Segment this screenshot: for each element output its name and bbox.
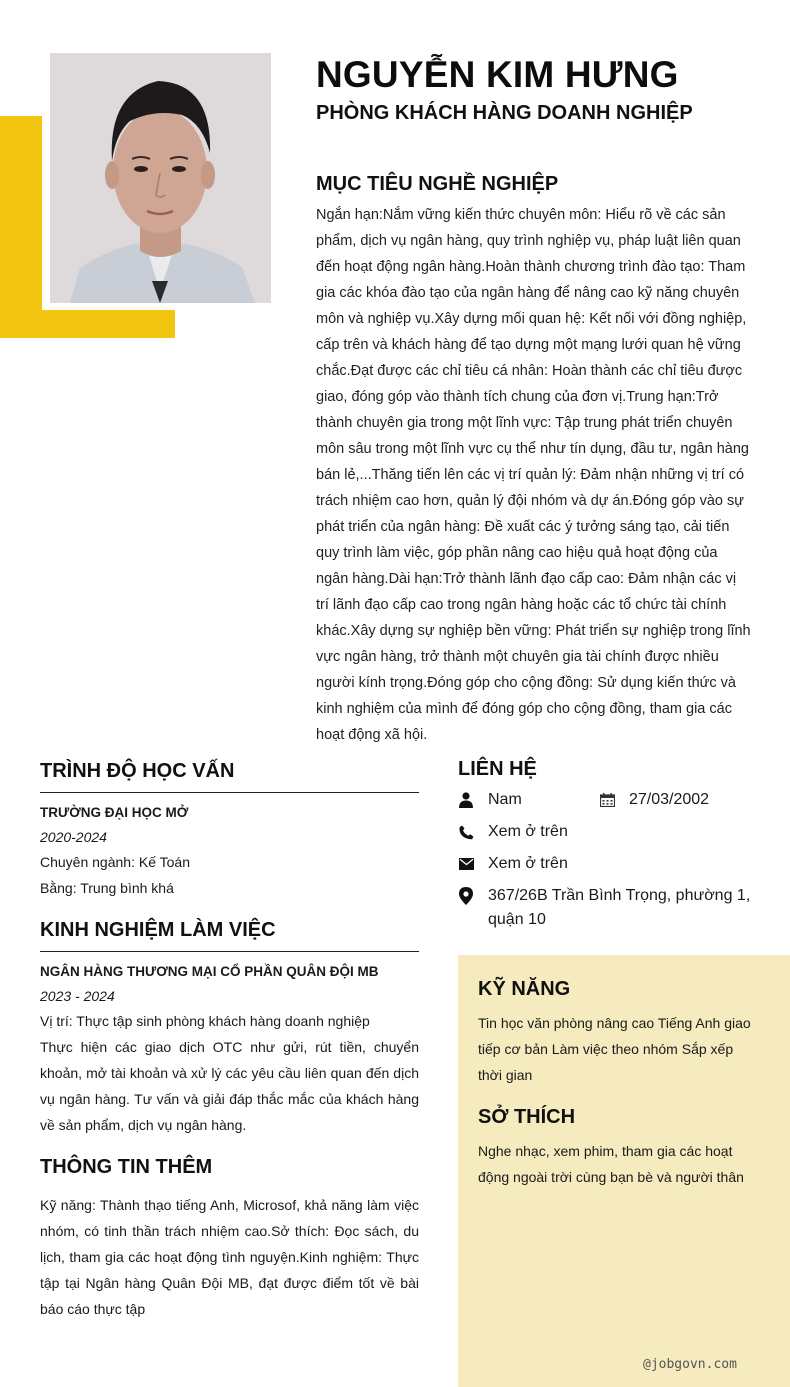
hobbies-text: Nghe nhạc, xem phim, tham gia các hoạt động ngoài trời cùng bạn bè và người thân bbox=[478, 1143, 744, 1185]
person-icon bbox=[458, 788, 474, 812]
contact-address-row bbox=[458, 884, 758, 932]
education-school: TRƯỜNG ĐẠI HỌC MỞ bbox=[40, 805, 189, 820]
hobbies-heading: SỞ THÍCH bbox=[478, 1106, 576, 1128]
candidate-department: PHÒNG KHÁCH HÀNG DOANH NGHIỆP bbox=[316, 102, 693, 124]
contact-email-row bbox=[458, 852, 568, 876]
skills-heading: KỸ NĂNG bbox=[478, 978, 571, 1000]
contact-phone: Xem ở trên bbox=[488, 823, 568, 840]
additional-heading: THÔNG TIN THÊM bbox=[40, 1156, 213, 1178]
education-years: 2020-2024 bbox=[40, 829, 107, 845]
education-heading: TRÌNH ĐỘ HỌC VẤN bbox=[40, 760, 419, 793]
phone-icon bbox=[458, 820, 474, 844]
experience-company: NGÂN HÀNG THƯƠNG MẠI CỔ PHẦN QUÂN ĐỘI MB bbox=[40, 964, 379, 979]
objective-text: Ngắn hạn:Nắm vững kiến thức chuyên môn: Hiểu rõ về các sản phẩm, dịch vụ ngân hàng, quy trình nghiệp vụ, pháp luật liên quan đến hoạt động ngân hàng.Hoàn thành chương trình đào tạo: Tham gia các khóa đào tạo của ngân hàng để nâng cao kỹ năng chuyên môn và nghiệp vụ.Xây dựng mối quan hệ: Kết nối với đồng nghiệp, cấp trên và khách hàng để tạo dựng một mạng lưới quan hệ vững chắc.Đạt được các chỉ tiêu cá nhân: Hoàn thành các chỉ tiêu được giao, đóng góp vào thành tích chung của đơn vị.Trung hạn:Trở thành chuyên gia trong một lĩnh vực: Tập trung phát triển chuyên môn sâu trong một lĩnh vực cụ thể như tín dụng, đầu tư, ngân hàng bán lẻ,...Thăng tiến lên các vị trí quản lý: Đảm nhận những vị trí có trách nhiệm cao hơn, quản lý đội nhóm và dự án.Đóng góp vào sự phát triển của ngân hàng: Đề xuất các ý tưởng sáng tạo, cải tiến quy trình làm việc, góp phần nâng cao hiệu quả hoạt động của ngân hàng.Dài hạn:Trở thành lãnh đạo cấp cao: Đảm nhận các vị trí lãnh đạo cấp cao trong ngân hàng hoặc các tổ chức tài chính khác.Xây dựng sự nghiệp bền vững: Phát triển sự nghiệp trong lĩnh vực ngân hàng, trở thành một chuyên gia tài chính được nhiều người kính trọng.Đóng góp cho cộng đồng: Sử dụng kiến thức và kinh nghiệm của mình để đóng góp cho cộng đồng, tham gia các hoạt động xã hội. bbox=[316, 207, 751, 743]
accent-bar-vertical bbox=[0, 116, 42, 338]
accent-bar-horizontal bbox=[0, 310, 175, 338]
location-icon bbox=[458, 884, 474, 908]
skills-text: Tin học văn phòng nâng cao Tiếng Anh giao tiếp cơ bản Làm việc theo nhóm Sắp xếp thời gian bbox=[478, 1015, 751, 1083]
education-major: Chuyên ngành: Kế Toán bbox=[40, 854, 190, 870]
education-degree: Bằng: Trung bình khá bbox=[40, 880, 174, 896]
mail-icon bbox=[458, 852, 474, 876]
experience-years: 2023 - 2024 bbox=[40, 988, 115, 1004]
experience-position: Vị trí: Thực tập sinh phòng khách hàng doanh nghiệp bbox=[40, 1013, 370, 1029]
contact-heading: LIÊN HỆ bbox=[458, 758, 537, 780]
contact-gender-row bbox=[458, 788, 522, 812]
contact-phone-row bbox=[458, 820, 568, 844]
watermark-text: @jobgovn.com bbox=[643, 1357, 737, 1372]
objective-heading: MỤC TIÊU NGHỀ NGHIỆP bbox=[316, 173, 559, 195]
profile-photo bbox=[50, 53, 271, 303]
additional-text: Kỹ năng: Thành thạo tiếng Anh, Microsof, khả năng làm việc nhóm, có tinh thần trách nhiệm cao.Sở thích: Đọc sách, du lịch, tham gia các hoạt động tình nguyện.Kinh nghiệm: Thực tập tại Ngân hàng Quân Đội MB, đạt được điểm tốt về bài báo cáo thực tập bbox=[40, 1197, 419, 1317]
contact-birthdate-row bbox=[599, 788, 709, 812]
contact-birthdate: 27/03/2002 bbox=[629, 791, 710, 808]
candidate-name: NGUYỄN KIM HƯNG bbox=[316, 54, 679, 95]
contact-address: 367/26B Trần Bình Trọng, phường 1, quận 10 bbox=[488, 887, 751, 928]
experience-heading: KINH NGHIỆM LÀM VIỆC bbox=[40, 919, 419, 952]
contact-email: Xem ở trên bbox=[488, 855, 568, 872]
experience-description: Thực hiện các giao dịch OTC như gửi, rút tiền, chuyển khoản, mở tài khoản và xử lý các yêu cầu liên quan đến dịch vụ ngân hàng. Tư vấn và giải đáp thắc mắc của khách hàng về sản phẩm, dịch vụ ngân hàng. bbox=[40, 1039, 419, 1133]
contact-gender: Nam bbox=[488, 791, 522, 808]
calendar-icon bbox=[599, 788, 615, 812]
